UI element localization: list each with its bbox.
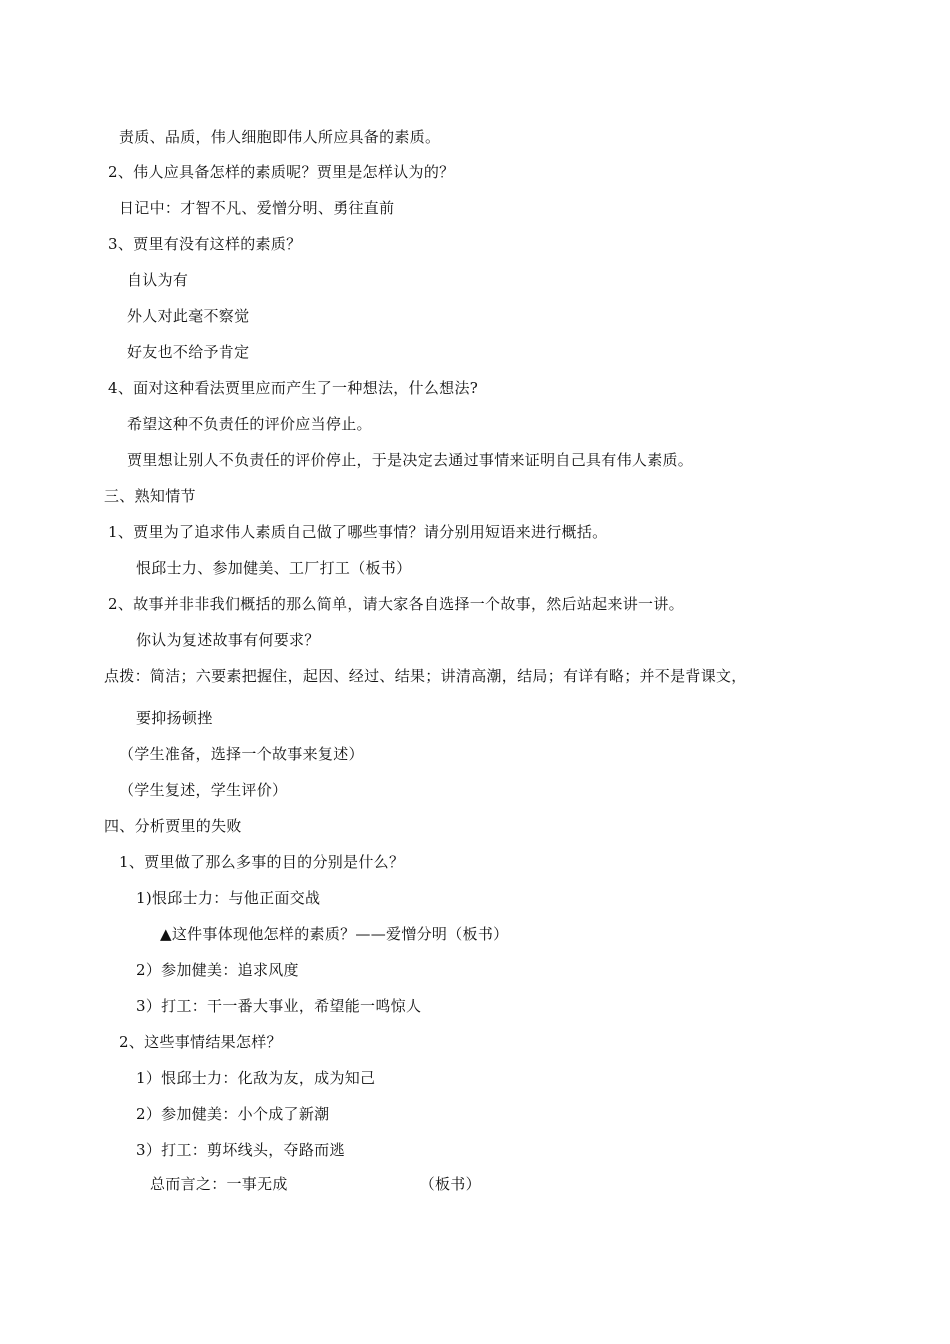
- answer-line: 希望这种不负责任的评价应当停止。: [127, 415, 372, 433]
- question-line: 4、面对这种看法贾里应而产生了一种想法，什么想法?: [108, 379, 479, 397]
- answer-line: 你认为复述故事有何要求？: [136, 631, 320, 649]
- sub-item: 1）恨邱士力：化敌为友，成为知己: [136, 1069, 376, 1087]
- question-line: 1、贾里做了那么多事的目的分别是什么？: [119, 853, 405, 871]
- summary-note: （板书）: [419, 1175, 481, 1193]
- sub-item: 3）打工：剪坏线头，夺路而逃: [136, 1141, 345, 1159]
- text-line: 责质、品质，伟人细胞即伟人所应具备的素质。: [119, 128, 441, 146]
- note-line: （学生复述，学生评价）: [119, 781, 288, 799]
- answer-line: 外人对此毫不察觉: [127, 307, 250, 325]
- sub-item: 2）参加健美：追求风度: [136, 961, 299, 979]
- sub-item: 2）参加健美：小个成了新潮: [136, 1105, 330, 1123]
- answer-line: 好友也不给予肯定: [127, 343, 250, 361]
- summary-text: 总而言之：一事无成: [150, 1175, 288, 1193]
- answer-line: 恨邱士力、参加健美、工厂打工（板书）: [136, 559, 412, 577]
- question-line: 2、这些事情结果怎样？: [119, 1033, 282, 1051]
- section-heading: 三、熟知情节: [104, 487, 196, 505]
- question-line: 3、贾里有没有这样的素质？: [108, 235, 302, 253]
- answer-line: 贾里想让别人不负责任的评价停止，于是决定去通过事情来证明自己具有伟人素质。: [127, 451, 694, 469]
- question-line: 1、贾里为了追求伟人素质自己做了哪些事情？请分别用短语来进行概括。: [108, 523, 608, 541]
- sub-item: 3）打工：干一番大事业，希望能一鸣惊人: [136, 997, 422, 1015]
- question-line: 2、故事并非非我们概括的那么简单，请大家各自选择一个故事，然后站起来讲一讲。: [108, 595, 684, 613]
- summary-line: [150, 1174, 481, 1194]
- answer-line: 自认为有: [127, 271, 189, 289]
- question-line: 2、伟人应具备怎样的素质呢？贾里是怎样认为的？: [108, 163, 455, 181]
- sub-item: 1)恨邱士力：与他正面交战: [136, 889, 321, 907]
- section-heading: 四、分析贾里的失败: [104, 817, 242, 835]
- answer-line: 日记中：才智不凡、爱憎分明、勇往直前: [119, 199, 395, 217]
- note-line: （学生准备，选择一个故事来复述）: [119, 745, 364, 763]
- hint-line: 点拨：简洁；六要素把握住，起因、经过、结果；讲清高潮，结局；有详有略；并不是背课文，: [104, 667, 747, 685]
- hint-line-continued: 要抑扬顿挫: [136, 709, 213, 727]
- triangle-note: ▲这件事体现他怎样的素质？——爱憎分明（板书）: [160, 925, 509, 943]
